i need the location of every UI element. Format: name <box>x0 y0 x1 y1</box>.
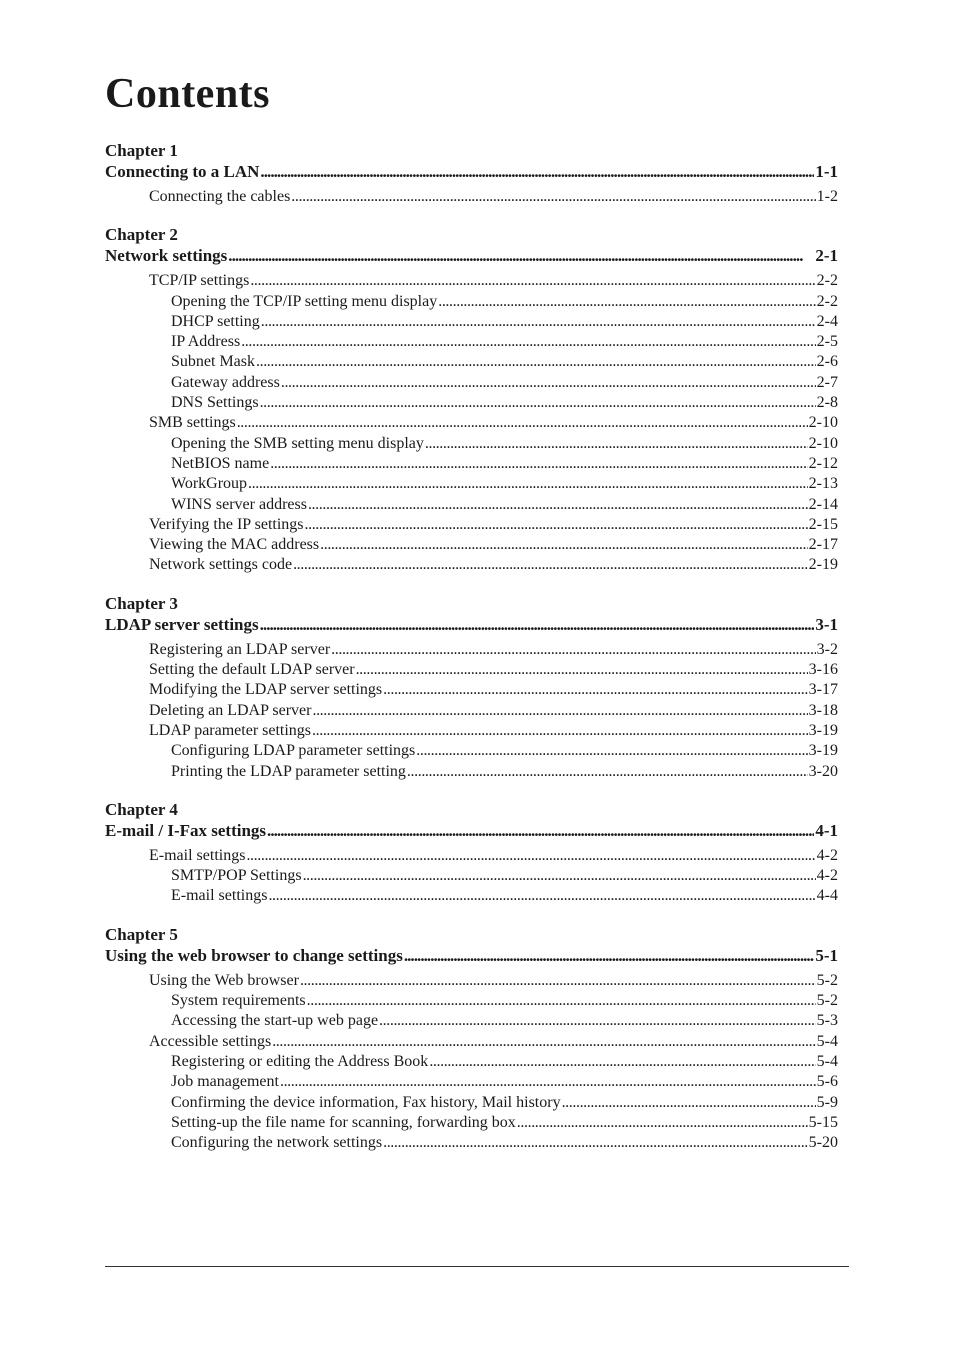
dot-leader <box>281 373 816 393</box>
toc-entry-title: Using the Web browser <box>149 971 299 989</box>
dot-leader <box>404 945 815 967</box>
dot-leader <box>228 245 814 267</box>
toc-entry[interactable] <box>105 701 838 721</box>
toc-entry-title: SMB settings <box>149 414 236 432</box>
toc-page-number: 5-2 <box>816 971 838 989</box>
toc-page-number: 5-2 <box>816 992 838 1010</box>
toc-entry[interactable] <box>105 721 838 741</box>
dot-leader <box>305 515 808 535</box>
toc-page-number: 2-7 <box>816 373 838 391</box>
toc-entry-title: E-mail settings <box>149 846 246 864</box>
chapter-label: Chapter 3 <box>105 593 178 613</box>
toc-entry-title: Setting the default LDAP server <box>149 661 355 679</box>
dot-leader <box>248 474 808 494</box>
toc-page-number: 2-2 <box>816 272 838 290</box>
toc-entry-title: Subnet Mask <box>171 353 255 371</box>
toc-entry[interactable] <box>105 866 838 886</box>
dot-leader <box>261 312 816 332</box>
toc-page-number: 2-19 <box>808 556 838 574</box>
toc-entry-title: Deleting an LDAP server <box>149 701 312 719</box>
toc-entry[interactable] <box>105 271 838 291</box>
dot-leader <box>260 161 814 183</box>
chapter-label: Chapter 1 <box>105 141 178 160</box>
toc-entry-title: Gateway address <box>171 373 280 391</box>
toc-entry[interactable] <box>105 1133 838 1153</box>
toc-entry[interactable] <box>105 846 838 866</box>
toc-page-number: 3-19 <box>808 742 838 760</box>
toc-entry-title: Confirming the device information, Fax history, Mail history <box>171 1093 561 1111</box>
dot-leader <box>416 741 807 761</box>
toc-page-number: 5-9 <box>816 1093 838 1111</box>
dot-leader <box>308 495 808 515</box>
dot-leader <box>237 413 808 433</box>
toc-entry-title: DHCP setting <box>171 312 260 330</box>
toc-entry-title: E-mail / I-Fax settings <box>105 820 267 840</box>
toc-page-number: 2-15 <box>808 515 838 533</box>
dot-leader <box>425 434 808 454</box>
toc-entry[interactable] <box>105 1072 838 1092</box>
chapter-label: Chapter 2 <box>105 225 178 245</box>
toc-entry-title: Configuring the network settings <box>171 1134 383 1152</box>
toc-entry-title: Using the web browser to change settings <box>105 945 403 965</box>
footer-divider <box>105 1266 849 1267</box>
dot-leader <box>312 701 807 721</box>
toc-entry-title: Opening the TCP/IP setting menu display <box>171 292 438 310</box>
toc-page-number: 4-2 <box>816 846 838 864</box>
dot-leader <box>383 680 808 700</box>
dot-leader <box>267 820 814 842</box>
toc-entry-title: Accessing the start-up web page <box>171 1012 379 1030</box>
dot-leader <box>312 721 808 741</box>
toc-entry[interactable] <box>105 991 838 1011</box>
toc-entry-title: Modifying the LDAP server settings <box>149 681 383 699</box>
toc-page-number: 3-19 <box>808 721 838 739</box>
toc-page-number: 2-4 <box>816 312 838 330</box>
toc-entry[interactable] <box>105 373 838 393</box>
toc-page-number: 4-2 <box>816 867 838 885</box>
toc-page-number: 4-4 <box>816 887 838 905</box>
toc-page-number: 2-1 <box>815 246 838 266</box>
toc-entry[interactable] <box>105 187 838 207</box>
toc-entry[interactable] <box>105 474 838 494</box>
toc-entry-title: Accessible settings <box>149 1032 272 1050</box>
dot-leader <box>272 1032 815 1052</box>
toc-entry-title: Network settings <box>105 246 228 266</box>
dot-leader <box>562 1093 816 1113</box>
dot-leader <box>268 886 815 906</box>
toc-entry-title: Registering or editing the Address Book <box>171 1052 429 1070</box>
dot-leader <box>260 614 815 636</box>
chapter-section <box>105 800 838 907</box>
toc-page-number: 5-15 <box>808 1113 838 1131</box>
toc-entry[interactable] <box>105 515 838 535</box>
chapter-section <box>105 594 838 782</box>
dot-leader <box>331 640 816 660</box>
toc-page-number: 2-12 <box>808 454 838 472</box>
toc-entry-title: Viewing the MAC address <box>149 536 320 554</box>
toc-entry-title: DNS Settings <box>171 394 259 412</box>
dot-leader <box>291 187 815 207</box>
toc-page-number: 2-10 <box>808 414 838 432</box>
toc-page-number: 5-4 <box>816 1032 838 1050</box>
toc-entry[interactable] <box>105 971 838 991</box>
toc-entry-title: Job management <box>171 1073 279 1091</box>
dot-leader <box>280 1072 816 1092</box>
dot-leader <box>300 971 816 991</box>
dot-leader <box>256 352 816 372</box>
toc-entry[interactable] <box>105 741 838 761</box>
toc-entry[interactable] <box>105 555 838 575</box>
toc-page-number: 3-16 <box>808 661 838 679</box>
toc-entry[interactable] <box>105 292 838 312</box>
toc-page-number: 3-20 <box>808 762 838 780</box>
toc-page-number: 2-14 <box>808 495 838 513</box>
toc-entry-title: WINS server address <box>171 495 307 513</box>
chapter-label: Chapter 5 <box>105 924 178 944</box>
chapter-heading-entry[interactable] <box>105 614 838 636</box>
toc-entry-title: WorkGroup <box>171 475 248 493</box>
toc-entry-title: Registering an LDAP server <box>149 640 331 658</box>
toc-entry[interactable] <box>105 660 838 680</box>
toc-entry[interactable] <box>105 332 838 352</box>
toc-entry[interactable] <box>105 1011 838 1031</box>
toc-page-number: 2-13 <box>808 475 838 493</box>
toc-entry-title: IP Address <box>171 333 241 351</box>
toc-entry[interactable] <box>105 640 838 660</box>
chapter-label: Chapter 4 <box>105 799 178 819</box>
chapter-heading-entry[interactable] <box>105 161 838 183</box>
toc-page-number: 3-1 <box>815 614 838 634</box>
toc-entry[interactable] <box>105 352 838 372</box>
toc-page-number: 5-6 <box>816 1073 838 1091</box>
toc-entry-title: Verifying the IP settings <box>149 515 304 533</box>
toc-entry[interactable] <box>105 312 838 332</box>
dot-leader <box>246 846 815 866</box>
toc-entry[interactable] <box>105 1032 838 1052</box>
toc-entry-title: Printing the LDAP parameter setting <box>171 762 406 780</box>
dot-leader <box>356 660 808 680</box>
toc-entry[interactable] <box>105 1093 838 1113</box>
toc-page-number: 2-6 <box>816 353 838 371</box>
toc-entry-title: LDAP server settings <box>105 614 259 634</box>
toc-page-number: 5-20 <box>808 1134 838 1152</box>
dot-leader <box>270 454 807 474</box>
toc-entry[interactable] <box>105 762 838 782</box>
chapter-heading-entry[interactable] <box>105 820 838 842</box>
dot-leader <box>407 762 808 782</box>
dot-leader <box>307 991 816 1011</box>
toc-entry-title: Connecting the cables <box>149 188 291 205</box>
toc-entry[interactable] <box>105 680 838 700</box>
toc-entry[interactable] <box>105 434 838 454</box>
dot-leader <box>303 866 816 886</box>
toc-entry-title: E-mail settings <box>171 887 268 905</box>
toc-entry-title: TCP/IP settings <box>149 272 250 290</box>
toc-page-number: 2-2 <box>816 292 838 310</box>
dot-leader <box>241 332 815 352</box>
dot-leader <box>320 535 808 555</box>
toc-entry[interactable] <box>105 886 838 906</box>
toc-entry-title: Opening the SMB setting menu display <box>171 434 424 452</box>
toc-page-number: 5-3 <box>816 1012 838 1030</box>
toc-entry[interactable] <box>105 535 838 555</box>
dot-leader <box>438 292 815 312</box>
toc-page-number: 2-5 <box>816 333 838 351</box>
toc-page-number: 1-1 <box>815 162 838 181</box>
toc-page-number: 2-8 <box>816 394 838 412</box>
toc-entry-title: Connecting to a LAN <box>105 162 260 181</box>
toc-entry[interactable] <box>105 495 838 515</box>
dot-leader <box>293 555 808 575</box>
chapter-section <box>105 925 838 1154</box>
toc-page-number: 4-1 <box>815 820 838 840</box>
dot-leader <box>379 1011 816 1031</box>
toc-page-number: 3-18 <box>808 701 838 719</box>
toc-entry-title: LDAP parameter settings <box>149 721 312 739</box>
dot-leader <box>383 1133 808 1153</box>
page-title: Contents <box>105 71 271 117</box>
dot-leader <box>260 393 816 413</box>
toc-page-number: 2-17 <box>808 536 838 554</box>
dot-leader <box>250 271 815 291</box>
chapter-heading-entry[interactable] <box>105 945 838 967</box>
toc-page-number: 3-2 <box>816 640 838 658</box>
toc-entry[interactable] <box>105 393 838 413</box>
toc-entry-title: Setting-up the file name for scanning, forwarding box <box>171 1113 516 1131</box>
dot-leader <box>517 1113 808 1133</box>
toc-page-number: 5-4 <box>816 1052 838 1070</box>
toc-entry-title: Network settings code <box>149 556 293 574</box>
toc-entry-title: NetBIOS name <box>171 454 270 472</box>
toc-page-number: 5-1 <box>815 945 838 965</box>
toc-page-number: 3-17 <box>808 681 838 699</box>
toc-entry-title: SMTP/POP Settings <box>171 867 302 885</box>
chapter-section <box>105 141 838 207</box>
toc-entry-title: System requirements <box>171 992 306 1010</box>
toc-entry[interactable] <box>105 1052 838 1072</box>
toc-page-number: 2-10 <box>808 434 838 452</box>
chapter-heading-entry[interactable] <box>105 245 838 267</box>
toc-entry[interactable] <box>105 413 838 433</box>
toc-entry[interactable] <box>105 454 838 474</box>
toc-page-number: 1-2 <box>816 188 838 205</box>
chapter-section <box>105 225 838 575</box>
dot-leader <box>429 1052 815 1072</box>
toc-entry-title: Configuring LDAP parameter settings <box>171 742 416 760</box>
toc-entry[interactable] <box>105 1113 838 1133</box>
table-of-contents <box>105 141 838 1171</box>
